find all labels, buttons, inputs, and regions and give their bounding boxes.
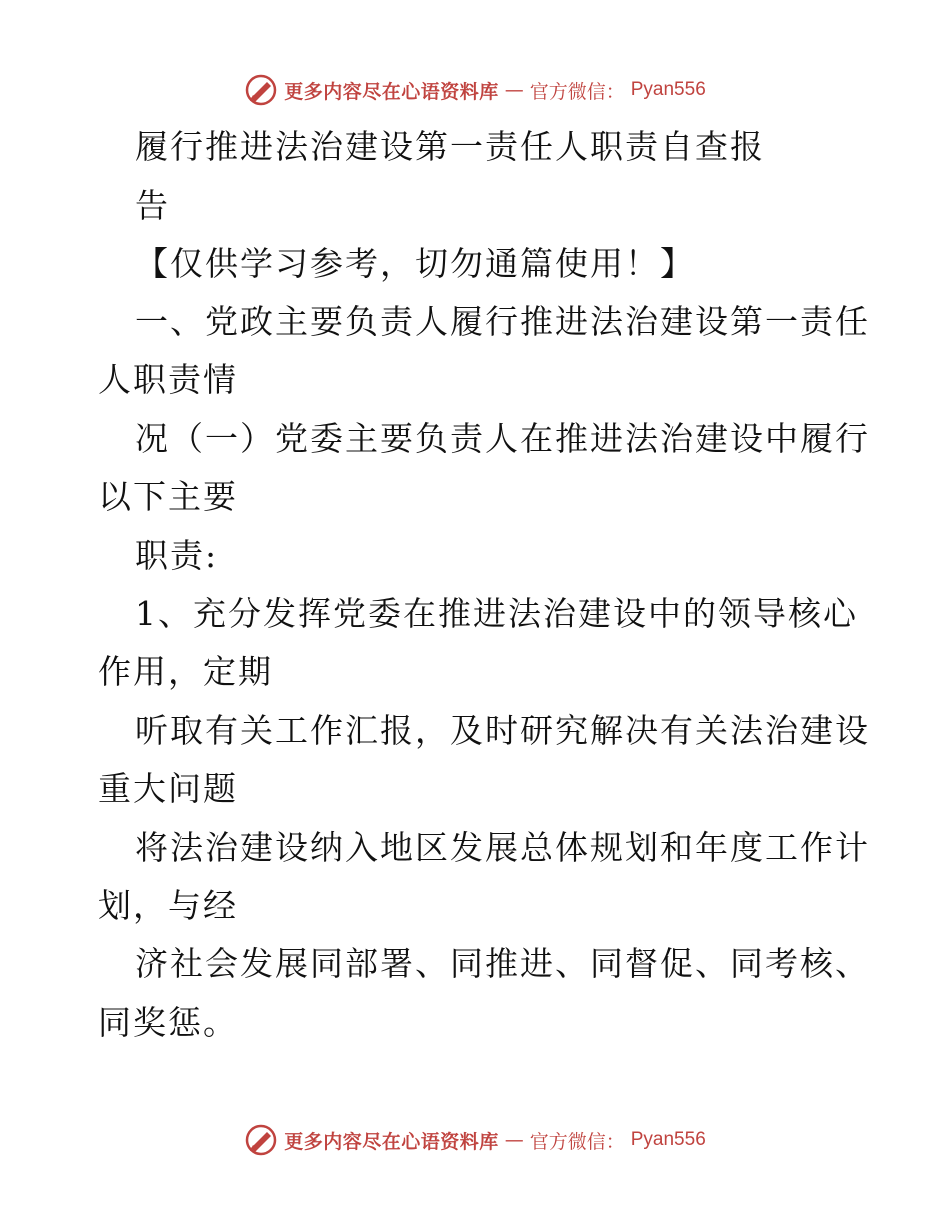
paragraph-line: 一、党政主要负责人履行推进法治建设第一责任 xyxy=(135,302,870,341)
paragraph-line: 将法治建设纳入地区发展总体规划和年度工作计 xyxy=(135,828,870,867)
pen-logo-icon xyxy=(244,73,278,107)
paragraph-line: 作用，定期 xyxy=(98,652,273,691)
paragraph-line: 人职责情 xyxy=(98,360,238,399)
watermark-contact-label: 官方微信： xyxy=(529,1130,625,1153)
watermark-contact-id: Pyan556 xyxy=(630,1129,706,1150)
header-watermark xyxy=(0,70,950,110)
paragraph-line: 职责: xyxy=(135,536,219,575)
document-title-line-2: 告 xyxy=(135,186,170,225)
document-notice: 【仅供学习参考，切勿通篇使用！】 xyxy=(135,244,695,283)
paragraph-line: 划，与经 xyxy=(98,886,238,925)
paragraph-line: 况（一）党委主要负责人在推进法治建设中履行 xyxy=(135,419,870,458)
watermark-text: 更多内容尽在心语资料库 xyxy=(284,1130,499,1153)
watermark-text: 更多内容尽在心语资料库 xyxy=(284,80,499,103)
pen-logo-icon xyxy=(244,1123,278,1157)
paragraph-line: 济社会发展同部署、同推进、同督促、同考核、 xyxy=(135,944,870,983)
paragraph-line: 听取有关工作汇报，及时研究解决有关法治建设 xyxy=(135,711,870,750)
paragraph-line: 重大问题 xyxy=(98,769,238,808)
document-title-line-1: 履行推进法治建设第一责任人职责自查报 xyxy=(135,127,765,166)
paragraph-line: 1、充分发挥党委在推进法治建设中的领导核心 xyxy=(135,594,858,633)
paragraph-line: 以下主要 xyxy=(98,477,238,516)
watermark-contact-label: 官方微信： xyxy=(529,80,625,103)
watermark-separator: — xyxy=(504,79,524,101)
paragraph-line: 同奖惩。 xyxy=(98,1003,238,1042)
footer-watermark xyxy=(0,1120,950,1160)
watermark-contact-id: Pyan556 xyxy=(630,79,706,100)
watermark-separator: — xyxy=(504,1129,524,1151)
